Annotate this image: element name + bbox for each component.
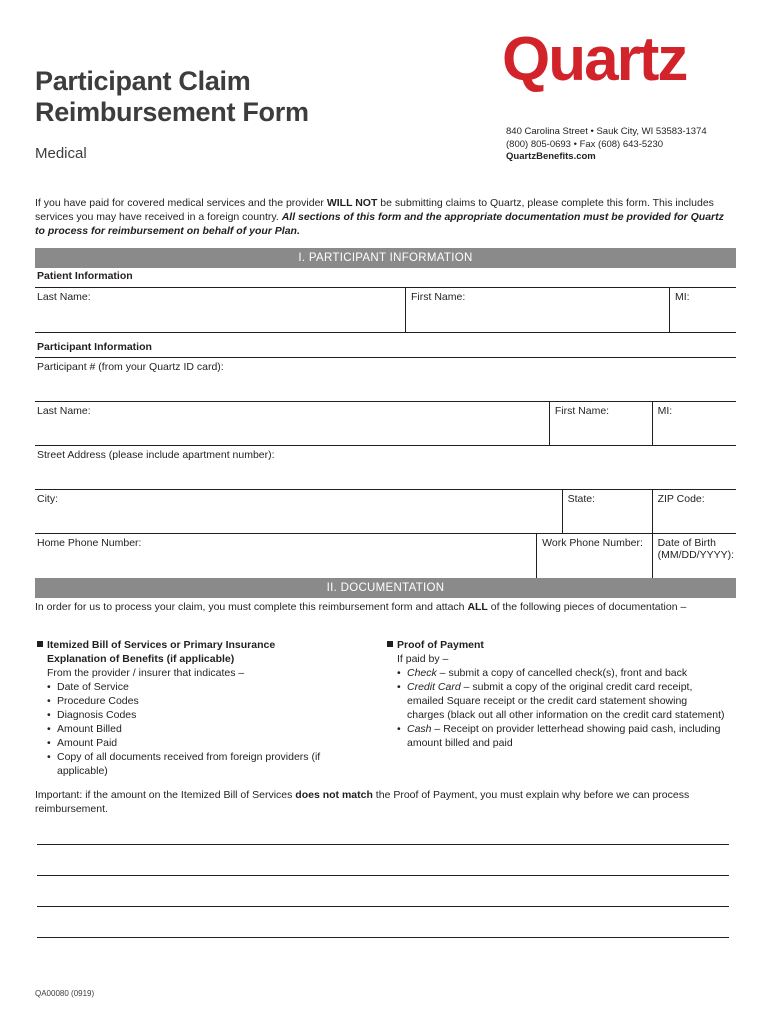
list-item	[397, 666, 727, 680]
patient-info-table	[35, 268, 736, 332]
doc-intro-text-2: of the following pieces of documentation –	[487, 601, 687, 613]
itemized-bill-heading-text: Itemized Bill of Services or Primary Insurance	[47, 639, 276, 651]
participant-mi-label: MI:	[657, 405, 673, 417]
proof-of-payment-heading	[387, 638, 727, 652]
proof-of-payment-column	[387, 638, 727, 750]
list-item: • Amount Paid	[47, 736, 337, 750]
participant-info-table	[35, 332, 736, 578]
list-item: • Amount Billed	[47, 722, 337, 736]
list-item: • Copy of all documents received from foreign providers (if applicable)	[47, 750, 337, 778]
zip-field[interactable]	[652, 490, 736, 534]
work-phone-label: Work Phone Number:	[542, 537, 643, 549]
contact-block	[506, 126, 707, 164]
participant-first-name-field[interactable]	[549, 402, 652, 446]
form-code: QA00080 (0919)	[35, 989, 95, 998]
proof-of-payment-subheading: If paid by –	[397, 653, 449, 665]
itemized-bill-heading-2: Explanation of Benefits (if applicable)	[47, 653, 235, 665]
participant-mi-field[interactable]	[652, 402, 736, 446]
dob-label: Date of Birth (MM/DD/YYYY):	[657, 537, 734, 561]
home-phone-field[interactable]	[35, 534, 537, 578]
intro-requirement: All sections of this form and the appropriate documentation must be provided for Quartz to process for reimbursement on behalf of your Plan.	[35, 211, 724, 237]
list-item: • Procedure Codes	[47, 694, 337, 708]
state-field[interactable]	[562, 490, 652, 534]
itemized-bill-column	[37, 638, 337, 778]
payment-method-check: Check	[407, 667, 437, 679]
explanation-line-2[interactable]	[37, 875, 729, 876]
important-emphasis: does not match	[295, 789, 373, 801]
payment-method-text: – Receipt on provider letterhead showing paid cash, including amount billed and paid	[407, 723, 721, 749]
participant-last-name-field[interactable]	[35, 402, 549, 446]
patient-first-name-field[interactable]	[406, 288, 670, 332]
street-address: 840 Carolina Street • Sauk City, WI 53583-1374	[506, 126, 707, 137]
itemized-bill-heading-1	[37, 638, 337, 652]
proof-of-payment-heading-text: Proof of Payment	[397, 639, 484, 651]
city-label: City:	[37, 493, 58, 505]
patient-mi-field[interactable]	[670, 288, 737, 332]
patient-info-heading: Patient Information	[37, 270, 133, 282]
explanation-line-1[interactable]	[37, 844, 729, 845]
important-text-2: the Proof of Payment, you must explain why before we can process reimbursement.	[35, 789, 690, 815]
payment-method-text: – submit a copy of the original credit card receipt, emailed Square receipt or the credit card statement showing charges (black out all other information on the credit card statement)	[407, 681, 725, 721]
list-item	[397, 680, 727, 722]
explanation-line-4[interactable]	[37, 937, 729, 938]
form-title	[35, 66, 309, 128]
intro-text-2: be submitting claims to Quartz, please complete this form. This includes services you may have received in a foreign country.	[35, 197, 714, 223]
logo-wordmark: Quartz	[502, 25, 687, 94]
intro-text-1: If you have paid for covered medical services and the provider	[35, 197, 327, 209]
intro-paragraph	[35, 196, 735, 238]
important-text-1: Important: if the amount on the Itemized Bill of Services	[35, 789, 296, 801]
documentation-intro	[35, 600, 725, 614]
phone-fax: (800) 805-0693 • Fax (608) 643-5230	[506, 138, 664, 150]
quartz-logo	[500, 18, 724, 98]
itemized-bill-list	[37, 680, 337, 778]
list-item	[397, 722, 727, 750]
square-bullet-icon	[387, 641, 393, 647]
street-address-field[interactable]	[35, 446, 736, 490]
patient-first-name-label: First Name:	[411, 291, 466, 303]
payment-method-credit-card: Credit Card	[407, 681, 461, 693]
square-bullet-icon	[37, 641, 43, 647]
participant-number-field[interactable]	[35, 358, 736, 402]
work-phone-field[interactable]	[537, 534, 652, 578]
section-documentation-header: II. DOCUMENTATION	[35, 578, 736, 598]
explanation-line-3[interactable]	[37, 906, 729, 907]
form-subtitle: Medical	[35, 145, 87, 162]
participant-info-heading: Participant Information	[35, 333, 736, 358]
important-note	[35, 788, 725, 816]
state-label: State:	[567, 493, 596, 505]
zip-label: ZIP Code:	[657, 493, 705, 505]
participant-last-name-label: Last Name:	[37, 405, 91, 417]
patient-last-name-field[interactable]	[35, 288, 406, 332]
section-participant-header: I. PARTICIPANT INFORMATION	[35, 248, 736, 268]
website-link[interactable]: QuartzBenefits.com	[506, 151, 596, 162]
home-phone-label: Home Phone Number:	[37, 537, 142, 549]
patient-last-name-label: Last Name:	[37, 291, 91, 303]
title-line-2: Reimbursement Form	[35, 97, 309, 127]
list-item: • Diagnosis Codes	[47, 708, 337, 722]
participant-first-name-label: First Name:	[554, 405, 610, 417]
intro-emphasis: WILL NOT	[326, 197, 378, 209]
title-line-1: Participant Claim	[35, 66, 251, 96]
payment-method-cash: Cash	[407, 723, 432, 735]
dob-field[interactable]	[652, 534, 736, 578]
itemized-bill-subheading: From the provider / insurer that indicates –	[47, 667, 245, 679]
proof-of-payment-list	[387, 666, 727, 750]
participant-number-label: Participant # (from your Quartz ID card):	[37, 361, 224, 373]
patient-mi-label: MI:	[675, 291, 690, 303]
payment-method-text: – submit a copy of cancelled check(s), front and back	[436, 667, 688, 679]
doc-intro-emphasis: ALL	[467, 601, 488, 613]
street-address-label: Street Address (please include apartment number):	[37, 449, 275, 461]
list-item: • Date of Service	[47, 680, 337, 694]
city-field[interactable]	[35, 490, 562, 534]
doc-intro-text-1: In order for us to process your claim, you must complete this reimbursement form and attach	[35, 601, 468, 613]
